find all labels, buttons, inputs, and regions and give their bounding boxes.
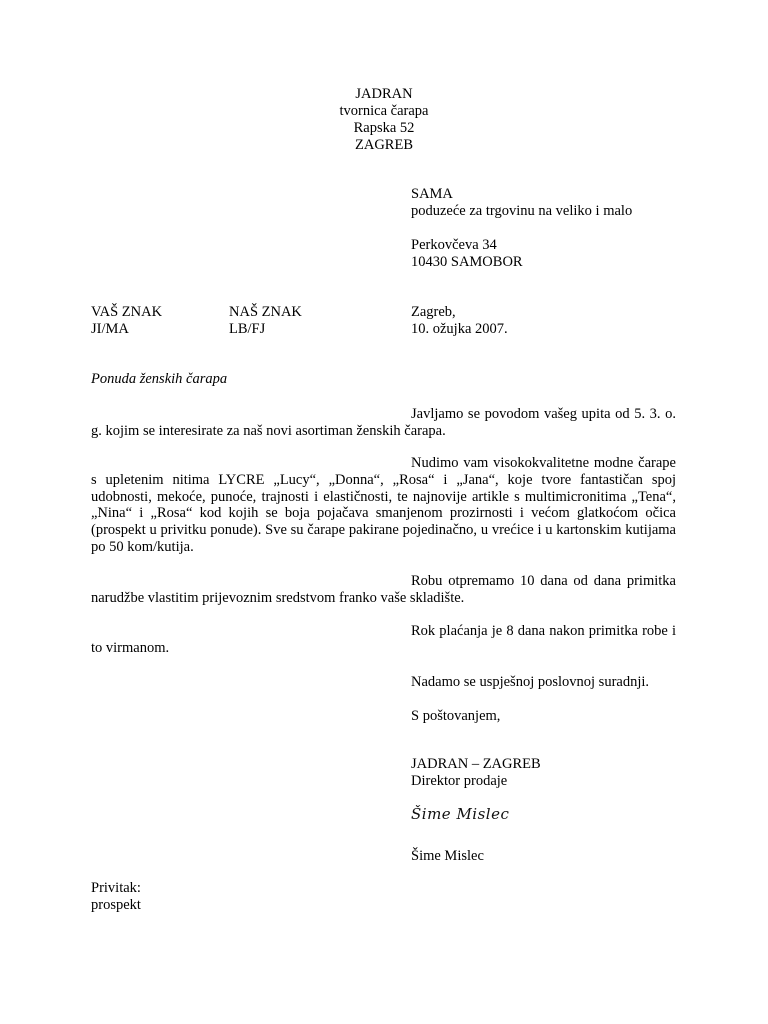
- your-reference: [91, 304, 162, 338]
- our-reference-label: NAŠ ZNAK: [229, 304, 302, 320]
- letter-subject: Ponuda ženskih čarapa: [91, 371, 228, 387]
- body-paragraph-1-text: Javljamo se povodom vašeg upita od 5. 3. o. g. kojim se interesirate za naš novi asortiman ženskih čarapa.: [91, 406, 676, 439]
- attachment-item: prospekt: [91, 897, 141, 913]
- your-reference-label: VAŠ ZNAK: [91, 304, 163, 320]
- sender-city: ZAGREB: [355, 137, 413, 153]
- sender-address: [0, 86, 768, 154]
- attachment-note: [91, 880, 141, 914]
- handwritten-signature: Šime Mislec: [411, 805, 510, 823]
- signature-block: [411, 756, 541, 790]
- sender-street: Rapska 52: [353, 120, 415, 136]
- recipient-address: [411, 186, 632, 271]
- our-reference: [229, 304, 302, 338]
- body-paragraph-3-text: Robu otpremamo 10 dana od dana primitka narudžbe vlastitim prijevoznim sredstvom franko vaše skladište.: [91, 573, 676, 606]
- body-paragraph-2: [91, 455, 676, 556]
- recipient-street: Perkovčeva 34: [411, 237, 497, 253]
- your-reference-value: JI/MA: [91, 321, 129, 337]
- signer-position: Direktor prodaje: [411, 773, 508, 789]
- place-and-date: [411, 304, 508, 338]
- body-paragraph-5: Nadamo se uspješnoj poslovnoj suradnji.: [411, 674, 650, 690]
- body-paragraph-4-text: Rok plaćanja je 8 dana nakon primitka robe i to virmanom.: [91, 623, 676, 656]
- attachment-label: Privitak:: [91, 880, 141, 896]
- our-reference-value: LB/FJ: [229, 321, 266, 337]
- place: Zagreb,: [411, 304, 456, 320]
- signing-company: JADRAN – ZAGREB: [411, 756, 541, 772]
- salutation-closing: S poštovanjem,: [411, 708, 501, 724]
- recipient-name: SAMA: [411, 186, 453, 202]
- signer-name: Šime Mislec: [411, 848, 484, 864]
- body-paragraph-1: [91, 406, 676, 440]
- sender-name: JADRAN: [355, 86, 413, 102]
- body-paragraph-4: [91, 623, 676, 657]
- body-paragraph-3: [91, 573, 676, 607]
- recipient-type: poduzeće za trgovinu na veliko i malo: [411, 203, 633, 219]
- body-paragraph-2-text: Nudimo vam visokokvalitetne modne čarape s upletenim nitima LYCRE „Lucy“, „Donna“, „Rosa“ i „Jana“, koje tvore fantastičan spoj udobnosti, mekoće, punoće, trajnosti i elastičnosti, te najnovije artikle s multimicronitima „Tena“, „Nina“ i „Rosa“ kod kojih se boja pojačava smanjenom prozirnosti i većom glatkoćom očica (prospekt u privitku ponude). Sve su čarape pakirane pojedinačno, u vrećice i u kartonskim kutijama po 50 kom/kutija.: [91, 455, 676, 555]
- recipient-city: 10430 SAMOBOR: [411, 254, 523, 270]
- date: 10. ožujka 2007.: [411, 321, 508, 337]
- sender-type: tvornica čarapa: [339, 103, 429, 119]
